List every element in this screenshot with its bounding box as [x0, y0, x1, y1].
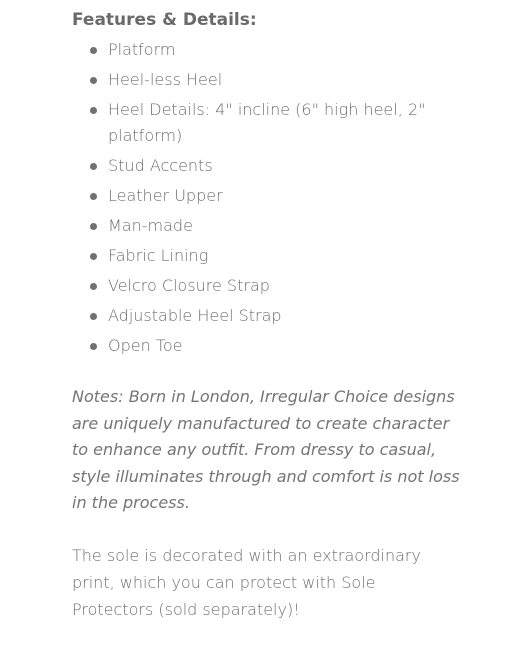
bullet-icon: [90, 283, 97, 290]
bullet-icon: [90, 253, 97, 260]
feature-label: Heel-less Heel: [108, 70, 223, 89]
feature-label: Heel Details: 4" incline (6" high heel, 2" platform): [108, 100, 426, 145]
feature-label: Leather Upper: [108, 186, 223, 205]
feature-label: Open Toe: [108, 336, 183, 355]
notes-paragraph: Notes: Born in London, Irregular Choice designs are uniquely manufactured to create character to enhance any outfit. From dressy to casual, style illuminates through and comfort is not loss in the process.: [72, 387, 460, 512]
list-item: [108, 333, 462, 359]
features-list: [72, 37, 462, 359]
bullet-icon: [90, 223, 97, 230]
list-item: [108, 213, 462, 239]
feature-label: Fabric Lining: [108, 246, 209, 265]
bullet-icon: [90, 107, 97, 114]
feature-label: Man-made: [108, 216, 193, 235]
bullet-icon: [90, 313, 97, 320]
feature-label: Stud Accents: [108, 156, 213, 175]
list-item: [108, 153, 462, 179]
bullet-icon: [90, 77, 97, 84]
list-item: [108, 67, 462, 93]
feature-label: Adjustable Heel Strap: [108, 306, 282, 325]
list-item: [108, 303, 462, 329]
bullet-icon: [90, 343, 97, 350]
sole-paragraph: The sole is decorated with an extraordinary print, which you can protect with Sole Protectors (sold separately)!: [72, 545, 421, 619]
bullet-icon: [90, 47, 97, 54]
list-item: [108, 243, 462, 269]
feature-label: Velcro Closure Strap: [108, 276, 270, 295]
list-item: [108, 37, 462, 63]
features-heading: Features & Details:: [72, 10, 257, 30]
list-item: [108, 273, 462, 299]
list-item: [108, 183, 462, 209]
feature-label: Platform: [108, 40, 176, 59]
bullet-icon: [90, 163, 97, 170]
bullet-icon: [90, 193, 97, 200]
list-item: [108, 97, 462, 149]
product-details: [72, 8, 462, 639]
